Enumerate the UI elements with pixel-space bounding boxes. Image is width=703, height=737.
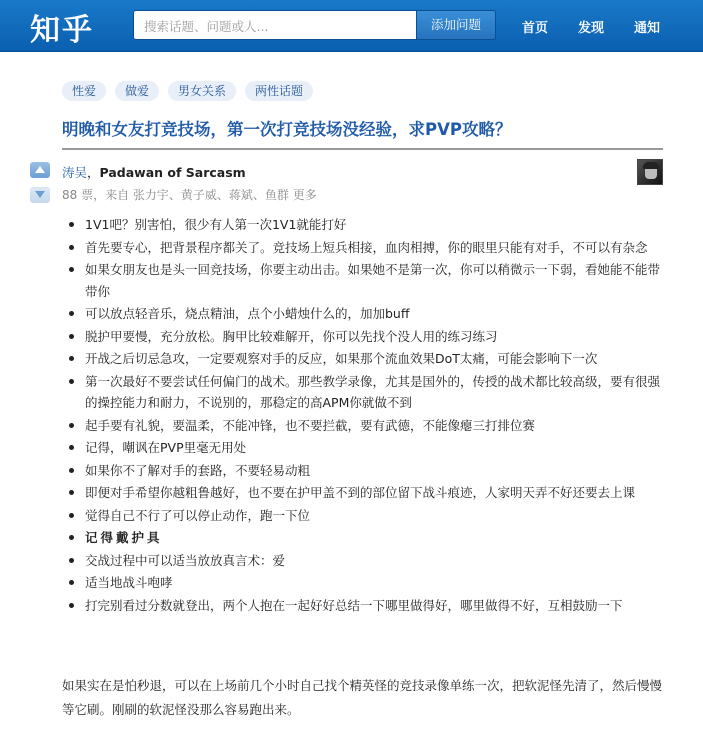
list-item: 交战过程中可以适当放放真言术：爱 (64, 550, 664, 572)
author-name[interactable]: 涛吴 (62, 165, 88, 180)
list-item: 首先要专心，把背景程序都关了。竞技场上短兵相接，血肉相搏，你的眼里只能有对手，不可以有杂念 (64, 237, 664, 259)
answer-author (62, 163, 246, 181)
author-bio: Padawan of Sarcasm (99, 165, 246, 180)
site-logo[interactable]: 知乎 (30, 13, 94, 48)
topic-tag[interactable]: 两性话题 (245, 81, 313, 101)
search-input[interactable]: 搜索话题、问题或人... (133, 10, 417, 40)
nav-home[interactable]: 首页 (522, 21, 549, 36)
list-item: 第一次最好不要尝试任何偏门的战术。那些教学录像，尤其是国外的，传授的战术都比较高级，要有很强的操控能力和耐力，不说别的，那稳定的高APM你就做不到 (64, 371, 664, 414)
list-item: 1V1吧？别害怕，很少有人第一次1V1就能打好 (64, 214, 664, 236)
topic-tag[interactable]: 性爱 (62, 81, 106, 101)
list-item: 开战之后切忌急攻，一定要观察对手的反应，如果那个流血效果DoT太痛，可能会影响下一次 (64, 348, 664, 370)
nav-notifications[interactable]: 通知 (634, 21, 661, 36)
topic-tags (62, 81, 313, 101)
answer-paragraph: 如果实在是怕秒退，可以在上场前几个小时自己找个精英怪的竞技录像单练一次，把软泥怪先清了，然后慢慢等它刷。刚刷的软泥怪没那么容易跑出来。 (62, 678, 663, 717)
add-question-button[interactable]: 添加问题 (417, 10, 496, 40)
topic-tag[interactable]: 做爱 (115, 81, 159, 101)
topic-tag[interactable]: 男女关系 (168, 81, 236, 101)
list-item: 脱护甲要慢，充分放松。胸甲比较难解开，你可以先找个没人用的练习练习 (64, 326, 664, 348)
answer-list (64, 214, 664, 616)
downvote-button[interactable] (30, 187, 50, 203)
top-navbar (0, 0, 703, 52)
list-item: 记得，嘲讽在PVP里毫无用处 (64, 437, 664, 459)
avatar-hair (643, 162, 659, 169)
avatar[interactable] (637, 159, 663, 185)
list-item: 如果女朋友也是头一回竞技场，你要主动出击。如果她不是第一次，你可以稍微示一下弱，看她能不能带带你 (64, 259, 664, 302)
list-item: 可以放点轻音乐，烧点精油，点个小蜡烛什么的，加加buff (64, 303, 664, 325)
title-divider (62, 148, 663, 150)
vote-count-text[interactable]: 88 票，来自 张力宇、黄子威、蒋斌、鱼群 更多 (62, 188, 317, 202)
upvote-button[interactable] (30, 162, 50, 178)
author-separator: ， (87, 165, 100, 180)
list-item: 即便对手希望你越粗鲁越好，也不要在护甲盖不到的部位留下战斗痕迹，人家明天弄不好还要去上课 (64, 482, 664, 504)
list-item: 起手要有礼貌，要温柔，不能冲锋，也不要拦截，要有武德，不能像瘪三打排位赛 (64, 415, 664, 437)
arrow-down-icon (35, 191, 45, 198)
list-item: 记得戴护具 (64, 527, 664, 549)
answer-body (64, 214, 664, 617)
list-item: 如果你不了解对手的套路，不要轻易动粗 (64, 460, 664, 482)
nav-explore[interactable]: 发现 (578, 21, 605, 36)
list-item: 适当地战斗咆哮 (64, 572, 664, 594)
arrow-up-icon (35, 166, 45, 173)
question-title[interactable]: 明晚和女友打竞技场，第一次打竞技场没经验，求PVP攻略？ (62, 120, 512, 139)
list-item: 打完别看过分数就登出，两个人抱在一起好好总结一下哪里做得好，哪里做得不好，互相鼓励一下 (64, 595, 664, 617)
list-item: 觉得自己不行了可以停止动作，跑一下位 (64, 505, 664, 527)
